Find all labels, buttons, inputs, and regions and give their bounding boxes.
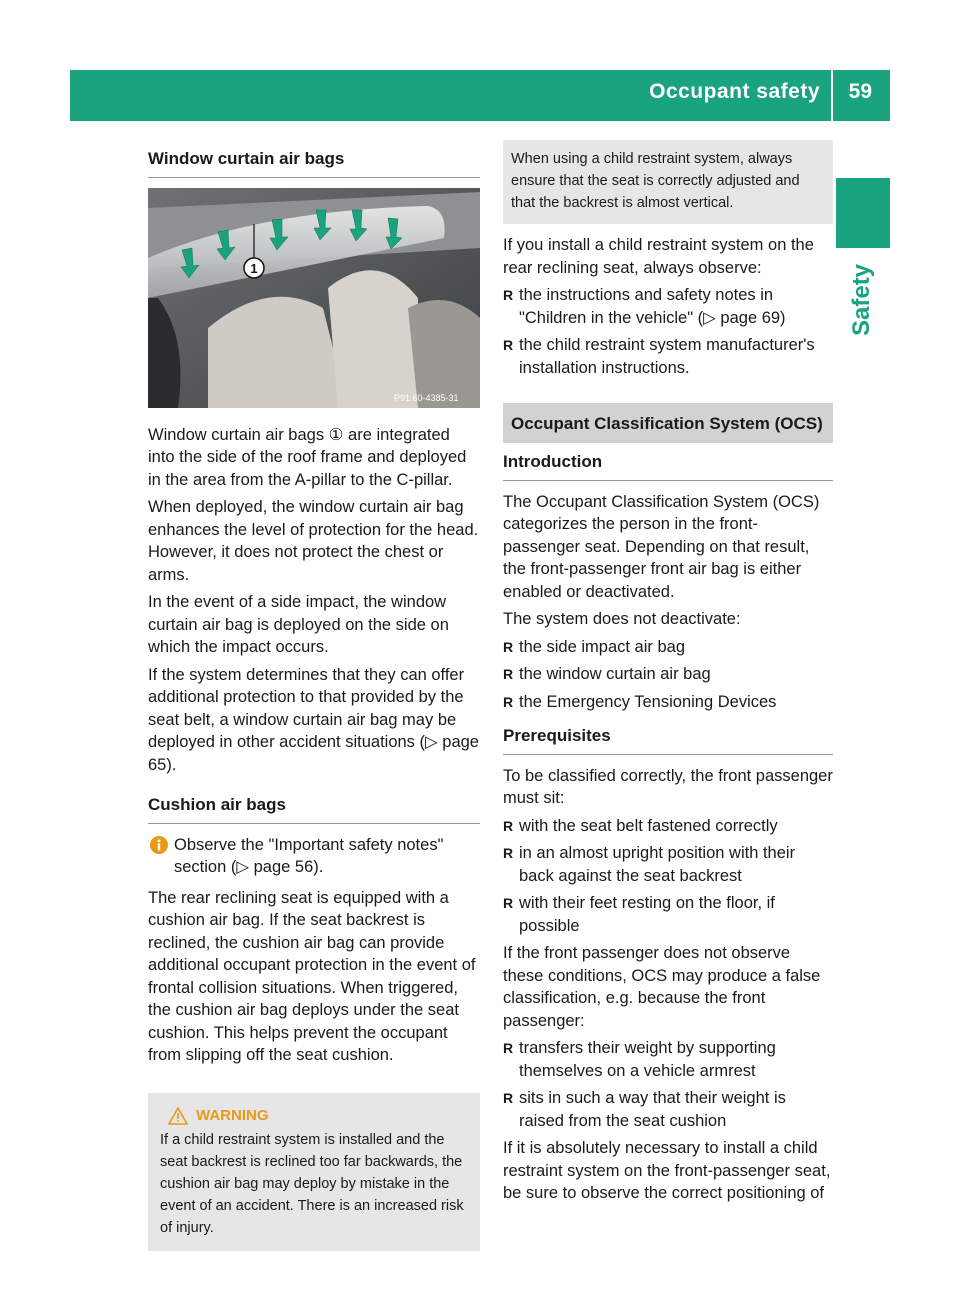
list-item: R in an almost upright position with their back against the seat backrest [503,842,833,887]
list-item: R with their feet resting on the floor, if possible [503,892,833,937]
ocs-section-heading: Occupant Classification System (OCS) [503,403,833,443]
header-divider [831,70,833,121]
info-note [148,834,480,879]
photo-code-label: P91.60-4385-31 [394,392,459,403]
paragraph: When deployed, the window curtain air bag enhances the level of protection for the head. However, it does not protect the chest or arms. [148,498,479,584]
prerequisites-heading: Prerequisites [503,725,833,755]
warning-triangle-icon [168,1107,188,1125]
bullet-list [503,1037,833,1132]
side-tab-label: Safety [848,263,875,337]
paragraph: To be classified correctly, the front passenger must sit: [503,766,833,807]
photo-callout-1: 1 [250,260,258,276]
car-interior-photo [148,188,480,408]
list-item: R with the seat belt fastened correctly [503,815,833,838]
warning-header [160,1105,470,1127]
page-header [70,70,890,121]
paragraph: The rear reclining seat is equipped with a cushion air bag. If the seat backrest is reclined, the cushion air bag can provide additional occupant protection in the event of frontal collision situations. When triggered, the cushion air bag deploys under the seat cushion. This helps prevent the occupant from slipping off the seat cushion. [148,888,476,1064]
paragraph: If the front passenger does not observe these conditions, OCS may produce a false classification, e.g. because the front passenger: [503,944,821,1030]
paragraph: If it is absolutely necessary to install a child restraint system on the front-passenger seat, be sure to observe the correct positioning of [503,1139,831,1202]
paragraph: Window curtain air bags ① are integrated into the side of the roof frame and deployed in the area from the A-pillar to the C-pillar. [148,425,467,489]
paragraph: If the system determines that they can offer additional protection to that provided by the seat belt, a window curtain air bag may be deployed in other accident situations (▷ page 65). [148,665,479,774]
list-item: R the window curtain air bag [503,663,833,686]
introduction-heading: Introduction [503,451,833,481]
info-icon [150,836,168,854]
list-item: R transfers their weight by supporting themselves on a vehicle armrest [503,1037,833,1082]
cushion-heading: Cushion air bags [148,794,480,824]
list-item: R the Emergency Tensioning Devices [503,691,833,714]
list-item: R the child restraint system manufacturer's installation instructions. [503,334,833,379]
right-column [503,148,833,1210]
list-item: R the side impact air bag [503,636,833,659]
bullet-list [503,636,833,714]
warning-text: If a child restraint system is installed and the seat backrest is reclined too far backwards, the cushion air bag may deploy by mistake in the event of an accident. There is an increased risk of injury. [160,1131,464,1236]
page-number: 59 [848,80,872,103]
list-item: R sits in such a way that their weight is raised from the seat cushion [503,1087,833,1132]
header-title: Occupant safety [649,80,820,103]
warning-box [148,1093,480,1251]
left-column [148,148,480,1251]
warning-label: WARNING [196,1106,269,1124]
paragraph: The system does not deactivate: [503,610,741,628]
bullet-list [503,815,833,938]
paragraph: In the event of a side impact, the window curtain air bag is deployed on the side on which the impact occurs. [148,593,449,656]
list-item: R the instructions and safety notes in "Children in the vehicle" (▷ page 69) [503,284,833,329]
bullet-list [503,284,833,379]
paragraph: The Occupant Classification System (OCS) categorizes the person in the front-passenger seat. Depending on that result, the front-passenger front air bag is either enabled or deactivated. [503,492,820,601]
paragraph: If you install a child restraint system on the rear reclining seat, always observe: [503,236,814,277]
note-box: When using a child restraint system, always ensure that the seat is correctly adjusted and that the backrest is almost vertical. [503,140,833,224]
side-tab-block [836,178,890,248]
info-note-text: Observe the "Important safety notes" section (▷ page 56). [174,835,444,876]
window-curtain-heading: Window curtain air bags [148,148,480,178]
